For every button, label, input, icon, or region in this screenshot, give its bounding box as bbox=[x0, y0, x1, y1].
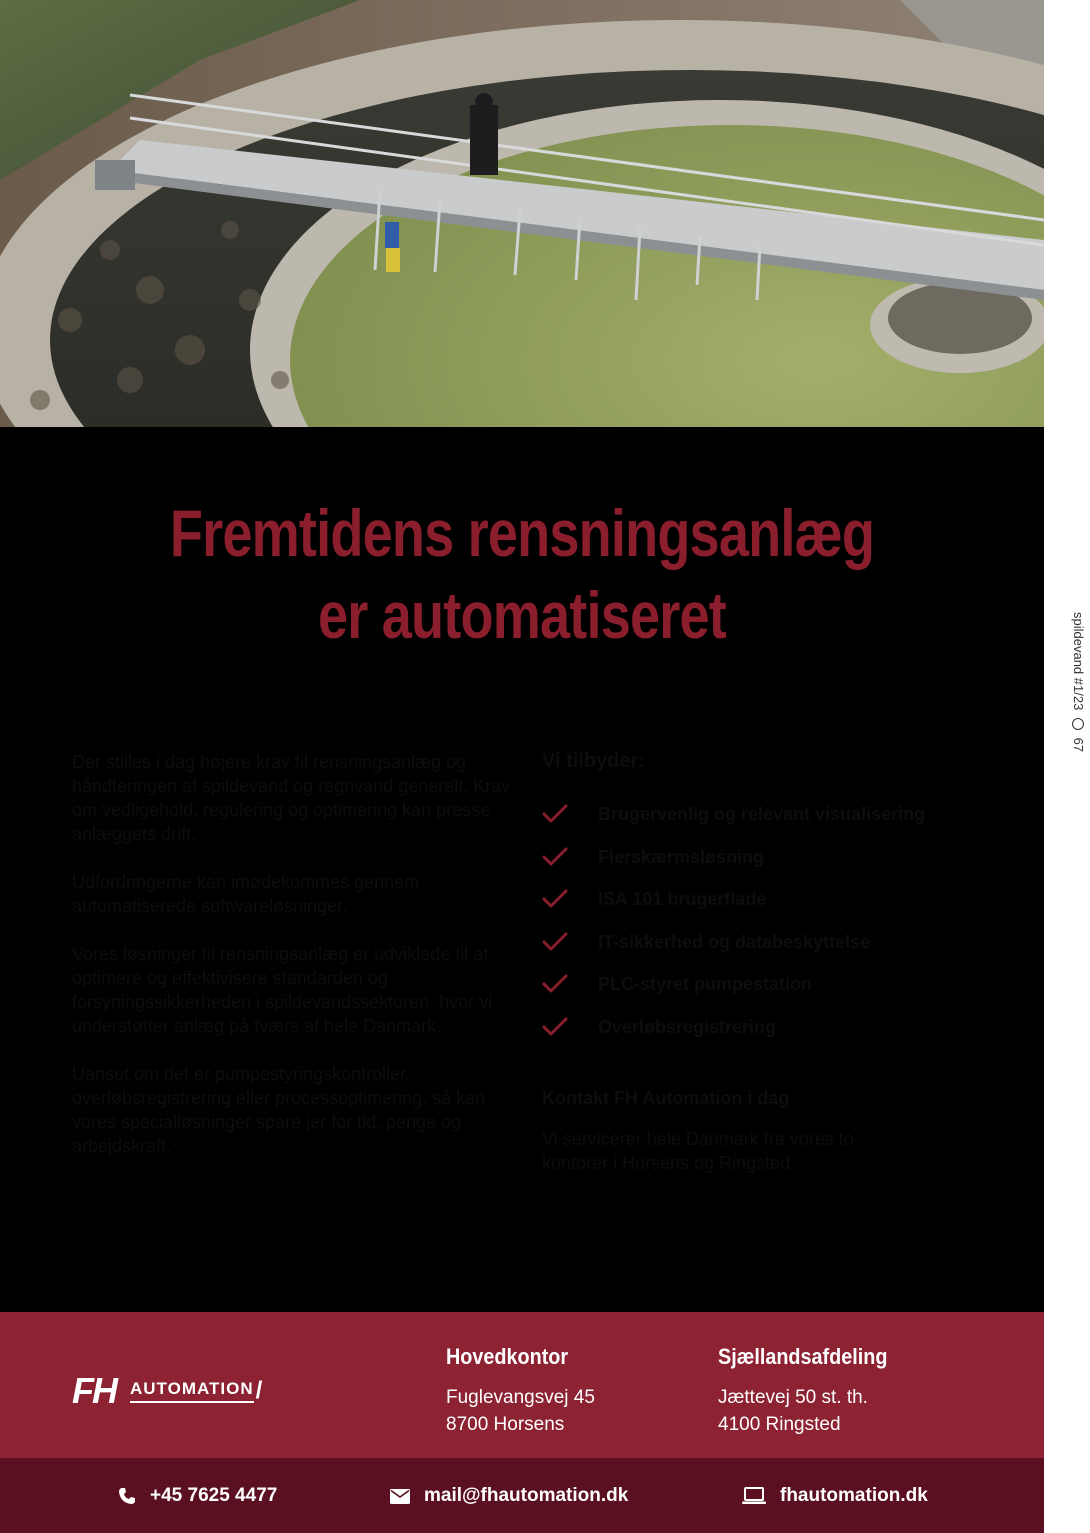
contact-title: Kontakt FH Automation i dag bbox=[542, 1088, 790, 1108]
page-number: 67 bbox=[1071, 737, 1086, 753]
logo-text: AUTOMATION bbox=[130, 1379, 254, 1403]
offer-item-label: Flerskærmsløsning bbox=[598, 846, 765, 867]
magazine-issue: spildevand #1/23 bbox=[1071, 612, 1086, 711]
offer-item-label: Overløbsregistrering bbox=[598, 1016, 777, 1037]
mail-icon bbox=[390, 1489, 410, 1504]
offer-item-label: PLC-styret pumpestation bbox=[598, 974, 813, 994]
page-marker bbox=[1066, 612, 1086, 772]
email-address[interactable]: mail@fhautomation.dk bbox=[424, 1485, 629, 1506]
fh-automation-logo bbox=[72, 1370, 262, 1412]
offer-item bbox=[542, 878, 1002, 921]
hero-photo bbox=[0, 0, 1044, 427]
office-name: Hovedkontor bbox=[446, 1344, 569, 1369]
check-icon bbox=[542, 888, 568, 910]
offer-item bbox=[542, 921, 1002, 964]
office-name: Sjællandsafdeling bbox=[718, 1344, 888, 1369]
email-contact[interactable] bbox=[390, 1485, 628, 1507]
website-url[interactable]: fhautomation.dk bbox=[780, 1485, 928, 1506]
offer-title: Vi tilbyder: bbox=[542, 750, 645, 772]
laptop-icon bbox=[742, 1487, 766, 1505]
intro-paragraph-4: Uanset om det er pumpestyringskontroller, overløbsregistrering eller processoptimering, så kan vores specialløsninger spare jer for tid, penge og arbejdskraft. bbox=[72, 1064, 486, 1156]
logo-mark: FH bbox=[72, 1370, 116, 1411]
check-icon bbox=[542, 846, 568, 868]
intro-paragraph-3: Vores løsninger til rensningsanlæg er udviklede til at optimere og effektivisere standarden og forsyningssikkerheden i spildevandssektoren, hvor vi understøtter anlæg på tværs af hele Danmark. bbox=[72, 944, 493, 1036]
headline-line-2: er automatiseret bbox=[318, 578, 726, 652]
phone-contact[interactable] bbox=[118, 1485, 277, 1507]
check-icon bbox=[542, 973, 568, 995]
wastewater-plant-image bbox=[0, 0, 1044, 427]
office-ringsted bbox=[718, 1344, 906, 1438]
offer-item-label: Brugervenlig og relevant visualisering bbox=[598, 804, 926, 824]
headline bbox=[94, 492, 950, 656]
office-horsens bbox=[446, 1344, 595, 1438]
intro-paragraph-2: Udfordringerne kan imødekommes gennem automatiserede softwareløsninger. bbox=[72, 872, 420, 916]
check-icon bbox=[542, 931, 568, 953]
offer-item bbox=[542, 1006, 1002, 1049]
offer-item-label: IT-sikkerhed og databeskyttelse bbox=[598, 931, 871, 952]
footer-offices bbox=[0, 1312, 1044, 1458]
check-icon bbox=[542, 1016, 568, 1038]
offer-item bbox=[542, 793, 1002, 836]
intro-text bbox=[72, 750, 512, 1182]
phone-number[interactable]: +45 7625 4477 bbox=[150, 1485, 278, 1506]
contact-text: Vi servicerer hele Danmark fra vores to kontorer i Horsens og Ringsted. bbox=[542, 1129, 854, 1173]
office-address-line-1: Jættevej 50 st. th. bbox=[718, 1387, 868, 1408]
offer-item bbox=[542, 836, 1002, 879]
offer-item bbox=[542, 963, 1002, 1006]
headline-line-1: Fremtidens rensningsanlæg bbox=[169, 496, 875, 570]
website-contact[interactable] bbox=[742, 1485, 928, 1507]
phone-icon bbox=[118, 1487, 136, 1505]
logo-slash: / bbox=[255, 1377, 263, 1404]
office-address-line-1: Fuglevangsvej 45 bbox=[446, 1387, 595, 1408]
offer-item-label: ISA 101 brugerflade bbox=[598, 889, 767, 909]
office-address-line-2: 8700 Horsens bbox=[446, 1414, 565, 1435]
office-address-line-2: 4100 Ringsted bbox=[718, 1414, 841, 1435]
offer-section bbox=[542, 750, 1002, 1175]
footer-contacts bbox=[0, 1458, 1044, 1533]
offer-list bbox=[542, 793, 1002, 1048]
check-icon bbox=[542, 803, 568, 825]
magazine-logo-icon bbox=[1072, 718, 1084, 730]
intro-paragraph-1: Der stilles i dag højere krav til rensningsanlæg og håndteringen af spildevand og regnvand generelt. Krav om vedligehold, regulering og optimering kan presse anlæggets drift. bbox=[72, 752, 511, 844]
